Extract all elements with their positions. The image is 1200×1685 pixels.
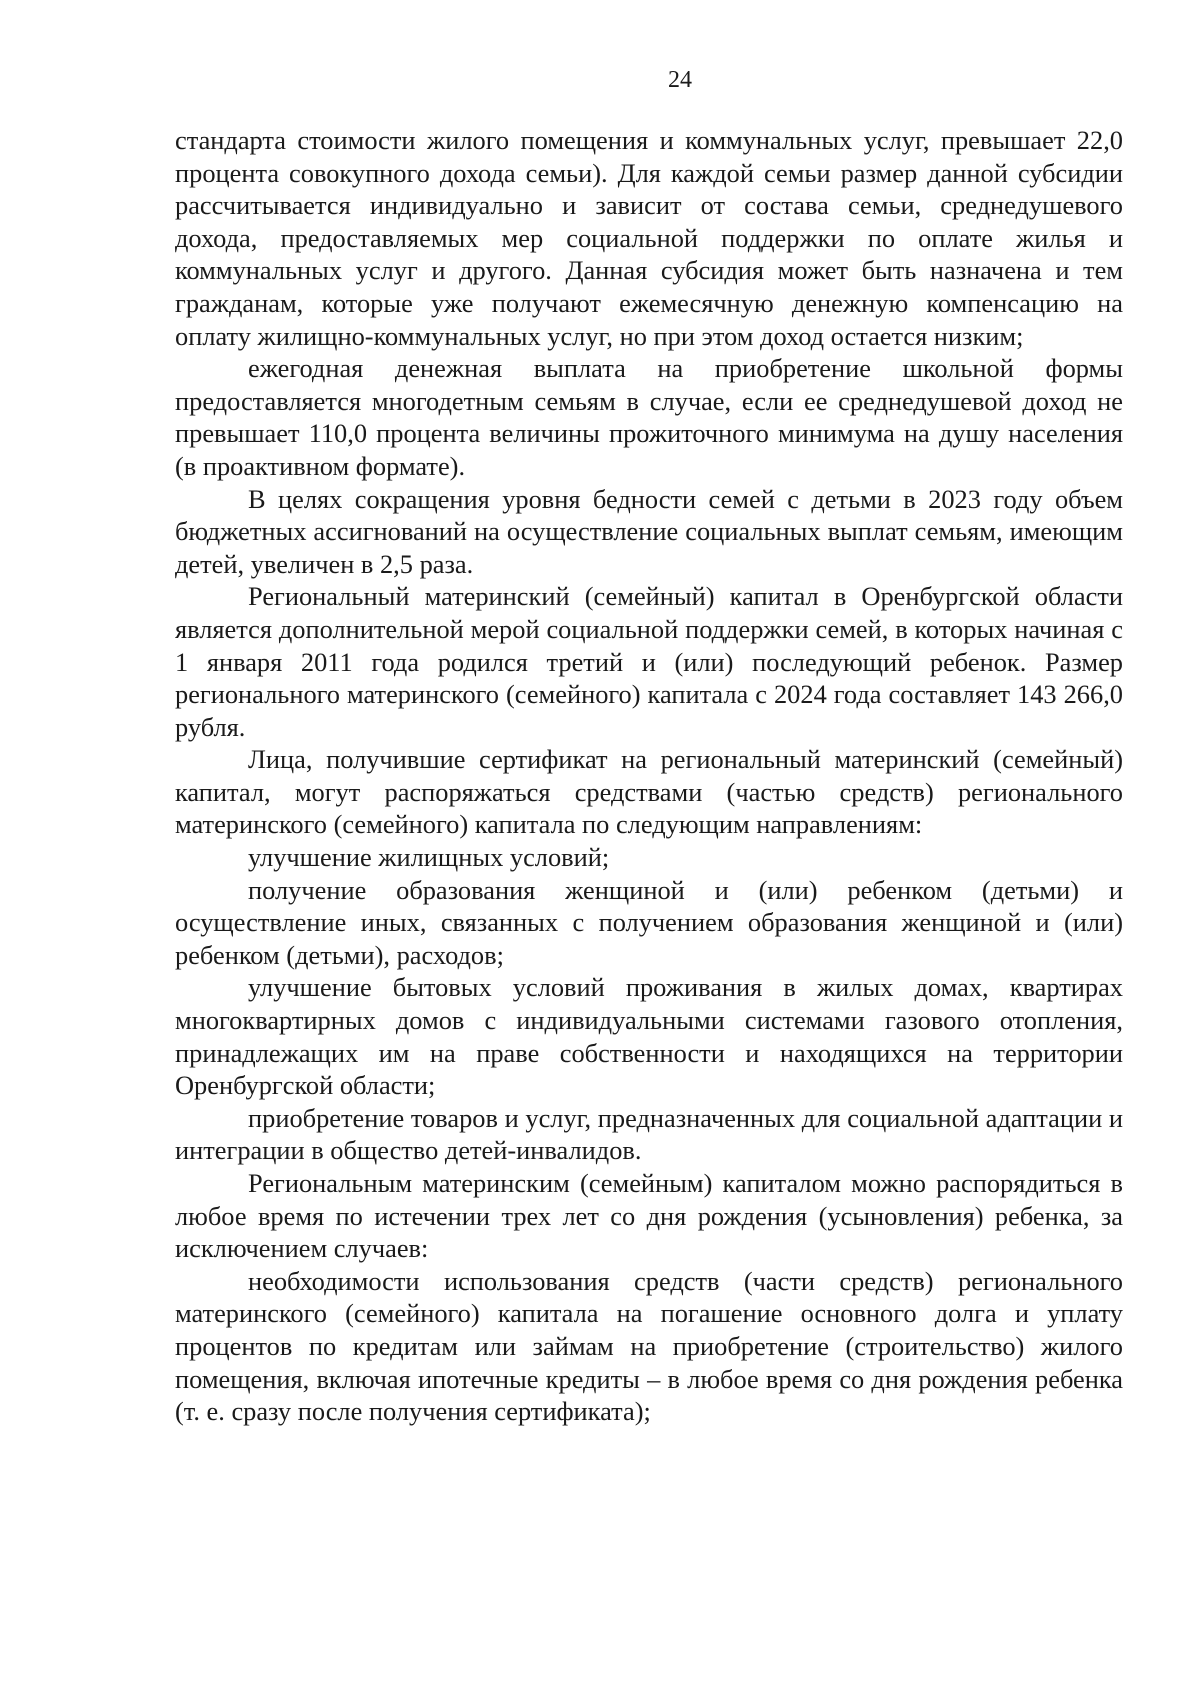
- document-body: [175, 124, 1123, 1428]
- paragraph-school-uniform-payment: ежегодная денежная выплата на приобретение школьной формы предоставляется многодетным семьям в случае, если ее среднедушевой доход не превышает 110,0 процента величины прожиточного минимума на душу населения (в проактивном формате).: [175, 353, 1123, 481]
- list-item-disabled-children-goods: приобретение товаров и услуг, предназначенных для социальной адаптации и интеграции в общество детей-инвалидов.: [175, 1102, 1123, 1166]
- list-item-living-conditions: улучшение бытовых условий проживания в жилых домах, квартирах многоквартирных домов с индивидуальными системами газового отопления, принадлежащих им на праве собственности и находящихся на территории Оренбургской области;: [175, 972, 1123, 1101]
- paragraph-disposal-timing: Региональным материнским (семейным) капиталом можно распорядиться в любое время по истечении трех лет со дня рождения (усыновления) ребенка, за исключением случаев:: [175, 1168, 1123, 1264]
- paragraph-housing-subsidy-end: стандарта стоимости жилого помещения и коммунальных услуг, превышает 22,0 процента совокупного дохода семьи). Для каждой семьи размер данной субсидии рассчитывается индивидуально и зависит от состава семьи, среднедушевого дохода, предоставляемых мер социальной поддержки по оплате жилья и коммунальных услуг и другого. Данная субсидия может быть назначена и тем гражданам, которые уже получают ежемесячную денежную компенсацию на оплату жилищно-коммунальных услуг, но при этом доход остается низким;: [175, 125, 1123, 351]
- list-item-education: получение образования женщиной и (или) ребенком (детьми) и осуществление иных, связанных с получением образования женщиной и (или) ребенком (детьми), расходов;: [175, 874, 1123, 970]
- page-number: 24: [668, 67, 692, 93]
- list-item-housing-improvement: улучшение жилищных условий;: [248, 842, 610, 873]
- paragraph-regional-maternity-capital: Региональный материнский (семейный) капитал в Оренбургской области является дополнительной мерой социальной поддержки семей, в которых начиная с 1 января 2011 года родился третий и (или) последующий ребенок. Размер регионального материнского (семейного) капитала с 2024 года составляет 143 266,0 рубля.: [175, 581, 1123, 742]
- paragraph-poverty-reduction: В целях сокращения уровня бедности семей с детьми в 2023 году объем бюджетных ассигнований на осуществление социальных выплат семьям, имеющим детей, увеличен в 2,5 раза.: [175, 483, 1123, 579]
- list-item-mortgage-exception: необходимости использования средств (части средств) регионального материнского (семейного) капитала на погашение основного долга и уплату процентов по кредитам или займам на приобретение (строительство) жилого помещения, включая ипотечные кредиты – в любое время со дня рождения ребенка (т. е. сразу после получения сертификата);: [175, 1265, 1123, 1427]
- paragraph-certificate-holders: Лица, получившие сертификат на региональный материнский (семейный) капитал, могут распоряжаться средствами (частью средств) регионального материнского (семейного) капитала по следующим направлениям:: [175, 744, 1123, 840]
